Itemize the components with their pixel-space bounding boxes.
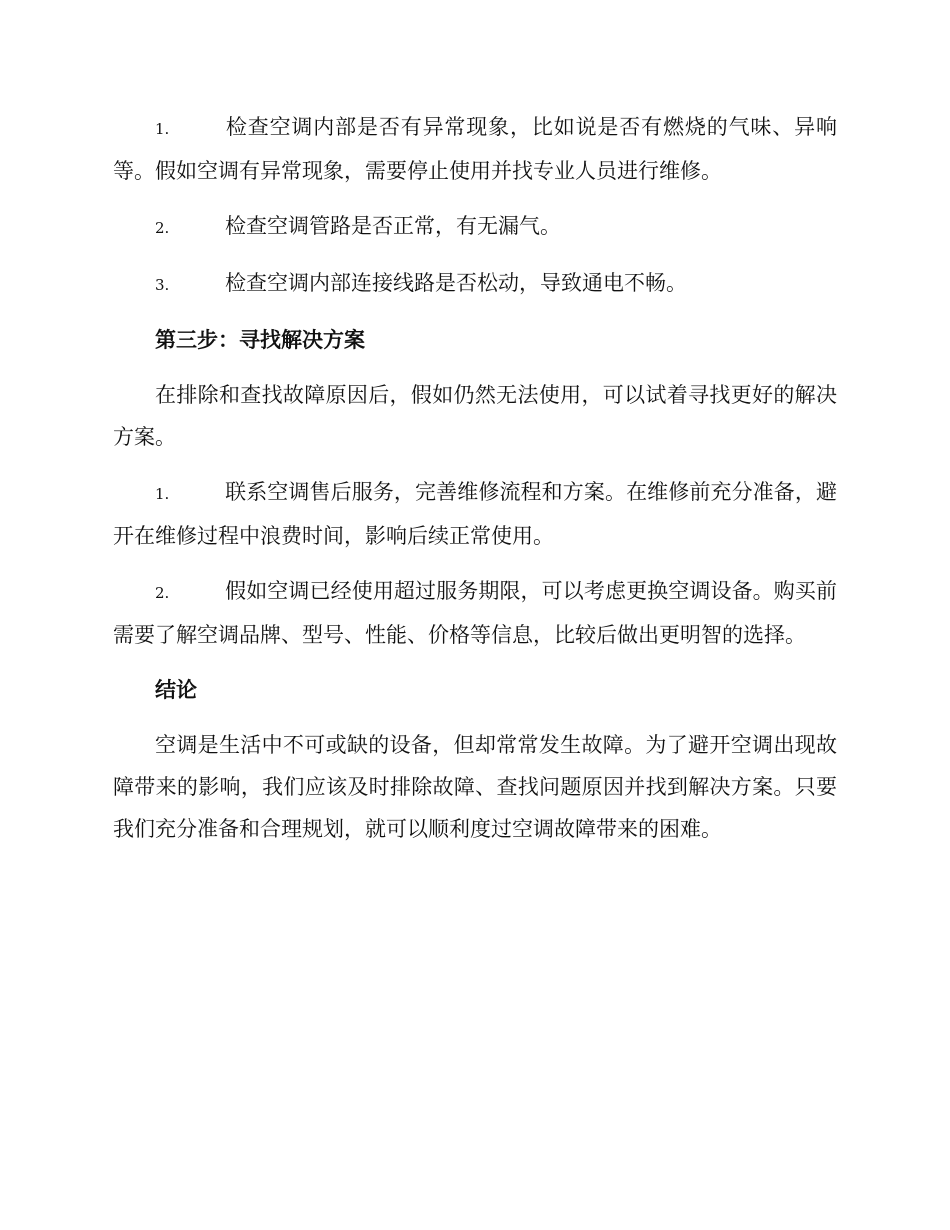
list-number: 1. <box>155 120 170 138</box>
list-item <box>113 570 837 656</box>
list-item-text: 假如空调已经使用超过服务期限，可以考虑更换空调设备。购买前需要了解空调品牌、型号、性能、价格等信息，比较后做出更明智的选择。 <box>113 579 837 647</box>
list-item <box>113 471 837 557</box>
list-item-text: 检查空调内部连接线路是否松动，导致通电不畅。 <box>225 271 687 295</box>
document-page <box>113 106 837 863</box>
paragraph-conclusion: 空调是生活中不可或缺的设备，但却常常发生故障。为了避开空调出现故障带来的影响，我们应该及时排除故障、查找问题原因并找到解决方案。只要我们充分准备和合理规划，就可以顺利度过空调故障带来的困难。 <box>113 733 837 841</box>
list-item-text: 检查空调内部是否有异常现象，比如说是否有燃烧的气味、异响等。假如空调有异常现象，需要停止使用并找专业人员进行维修。 <box>113 115 837 183</box>
list-item <box>113 262 837 306</box>
list-item-text: 检查空调管路是否正常，有无漏气。 <box>225 214 561 238</box>
list-number: 2. <box>155 584 170 602</box>
paragraph-step3-intro: 在排除和查找故障原因后，假如仍然无法使用，可以试着寻找更好的解决方案。 <box>113 383 837 449</box>
list-number: 1. <box>155 485 170 503</box>
list-item <box>113 205 837 249</box>
list-number: 2. <box>155 219 170 237</box>
list-number: 3. <box>155 276 170 294</box>
list-item-text: 联系空调售后服务，完善维修流程和方案。在维修前充分准备，避开在维修过程中浪费时间，影响后续正常使用。 <box>113 480 837 548</box>
section-heading-step3: 第三步：寻找解决方案 <box>155 327 365 352</box>
list-item <box>113 106 837 192</box>
section-heading-conclusion: 结论 <box>155 677 197 702</box>
